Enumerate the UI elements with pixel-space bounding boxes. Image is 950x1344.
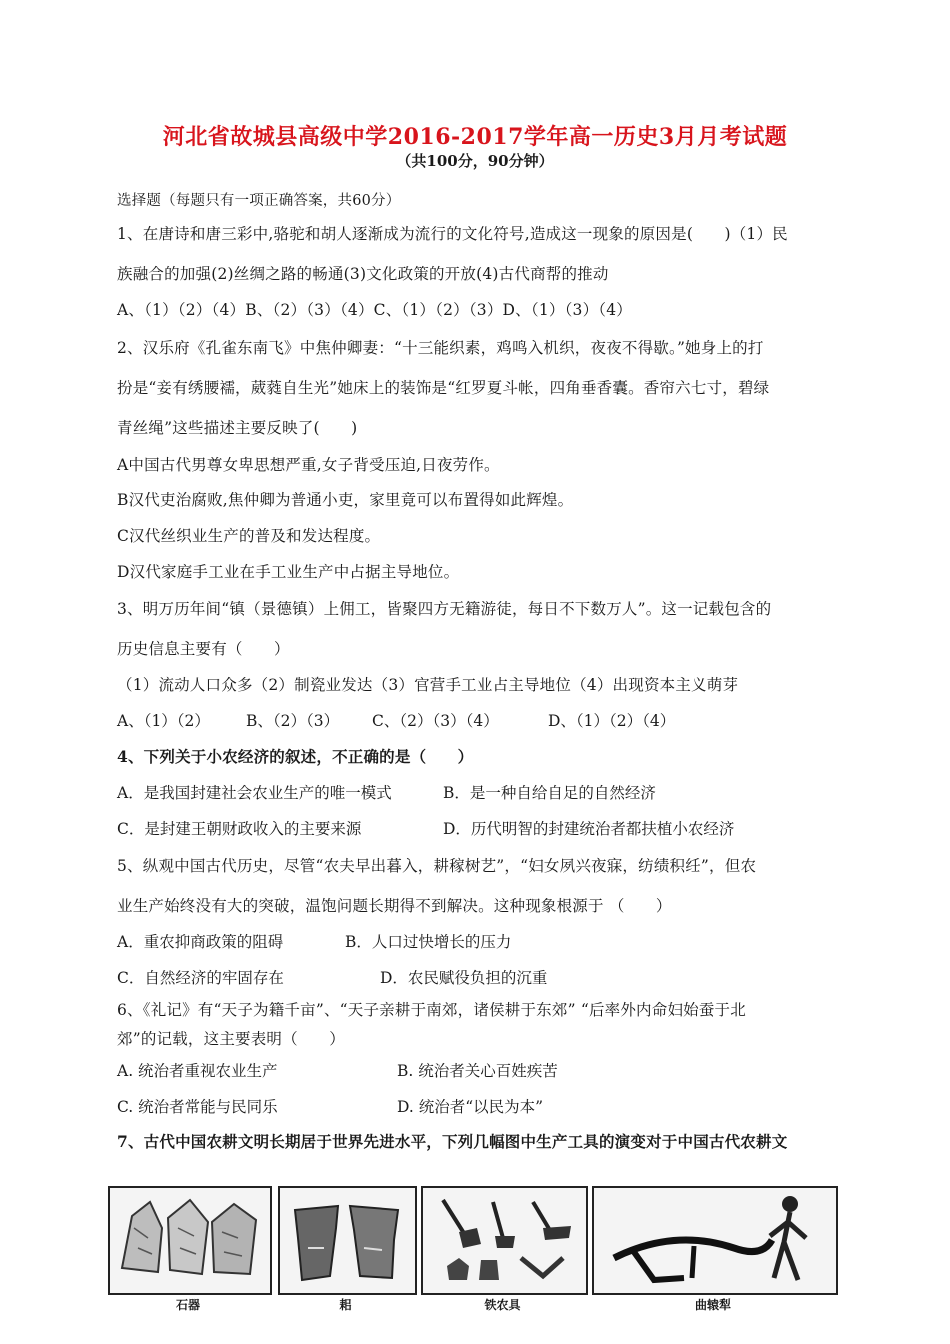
page-title: 河北省故城县高级中学2016-2017学年高一历史3月月考试题 (162, 124, 788, 150)
q6-option-c: C. 统治者常能与民同乐 (117, 1098, 278, 1116)
q6-option-b: B. 统治者关心百姓疾苦 (397, 1062, 558, 1080)
caption-curved-plow: 曲辕犁 (694, 1298, 731, 1312)
q5-option-a: A．重农抑商政策的阻碍 (117, 933, 284, 951)
q7-stem-line1: 7、古代中国农耕文明长期居于世界先进水平，下列几幅图中生产工具的演变对于中国古代农耕文 (117, 1132, 788, 1151)
q2-option-d: D汉代家庭手工业在手工业生产中占据主导地位。 (117, 563, 460, 581)
section-heading: 选择题（每题只有一项正确答案，共60分） (117, 193, 401, 209)
q2-option-c: C汉代丝织业生产的普及和发达程度。 (117, 527, 381, 545)
caption-si: 耜 (339, 1298, 352, 1312)
exam-info: （共100分，90分钟） (396, 152, 554, 170)
q5-stem-line2: 业生产始终没有大的突破，温饱问题长期得不到解决。这种现象根源于 （ ） (117, 897, 672, 915)
q5-option-c: C．自然经济的牢固存在 (117, 969, 284, 987)
q2-option-b: B汉代吏治腐败,焦仲卿为普通小吏，家里竟可以布置得如此辉煌。 (117, 491, 574, 509)
q3-stem-line1: 3、明万历年间“镇（景德镇）上佣工，皆聚四方无籍游徒，每日不下数万人”。这一记载包含的 (117, 600, 772, 618)
q6-option-a: A. 统治者重视农业生产 (117, 1062, 278, 1080)
q6-option-d: D. 统治者“以民为本” (397, 1098, 544, 1116)
q4-stem: 4、下列关于小农经济的叙述，不正确的是（ ） (117, 747, 474, 766)
q3-statements: （1）流动人口众多（2）制瓷业发达（3）官营手工业占主导地位（4）出现资本主义萌芽 (117, 676, 739, 694)
iron-tools-image (421, 1186, 588, 1295)
q5-option-b: B．人口过快增长的压力 (345, 933, 512, 951)
q3-stem-line2: 历史信息主要有（ ） (117, 640, 290, 658)
q3-option-b: B、（2）（3） (246, 712, 340, 730)
q1-stem-line1: 1、在唐诗和唐三彩中,骆驼和胡人逐渐成为流行的文化符号,造成这一现象的原因是( )（1）民 (117, 225, 788, 243)
curved-shaft-plow-image (592, 1186, 838, 1295)
stone-tools-image (108, 1186, 272, 1295)
q4-option-d: D．历代明智的封建统治者都扶植小农经济 (443, 820, 735, 838)
q2-stem-line3: 青丝绳”这些描述主要反映了( ) (117, 419, 358, 437)
q5-option-d: D．农民赋役负担的沉重 (380, 969, 548, 987)
q2-option-a: A中国古代男尊女卑思想严重,女子背受压迫,日夜劳作。 (117, 456, 500, 474)
q4-option-a: A．是我国封建社会农业生产的唯一模式 (117, 784, 392, 802)
q6-stem-line1: 6、《礼记》有“天子为籍千亩”、“天子亲耕于南郊，诸侯耕于东郊” “后率外内命妇始蚕于北 (117, 1001, 746, 1019)
q6-stem-line2: 郊”的记载，这主要表明（ ） (117, 1030, 345, 1048)
q3-option-d: D、（1）（2）（4） (548, 712, 676, 730)
q4-option-c: C．是封建王朝财政收入的主要来源 (117, 820, 362, 838)
q2-stem-line2: 扮是“妾有绣腰襦，葳蕤自生光”她床上的装饰是“红罗夏斗帐，四角垂香囊。香帘六七寸，碧绿 (117, 379, 770, 397)
q5-stem-line1: 5、纵观中国古代历史，尽管“农夫早出暮入，耕稼树艺”，“妇女夙兴夜寐，纺绩积纴”，但农 (117, 857, 757, 875)
q3-option-a: A、（1）（2） (117, 712, 210, 730)
q3-option-c: C、（2）（3）（4） (372, 712, 499, 730)
q1-stem-line2: 族融合的加强(2)丝绸之路的畅通(3)文化政策的开放(4)古代商帮的推动 (117, 265, 609, 283)
q2-stem-line1: 2、汉乐府《孔雀东南飞》中焦仲卿妻：“十三能织素，鸡鸣入机织，夜夜不得歇。”她身上的打 (117, 339, 764, 357)
farming-tools-figures (108, 1186, 838, 1312)
caption-iron-tools: 铁农具 (484, 1298, 521, 1312)
si-spade-image (278, 1186, 417, 1295)
caption-stone-tools: 石器 (175, 1298, 200, 1312)
q4-option-b: B．是一种自给自足的自然经济 (443, 784, 656, 802)
q1-options: A、（1）（2）（4）B、（2）（3）（4）C、（1）（2）（3）D、（1）（3）（4） (117, 301, 633, 319)
